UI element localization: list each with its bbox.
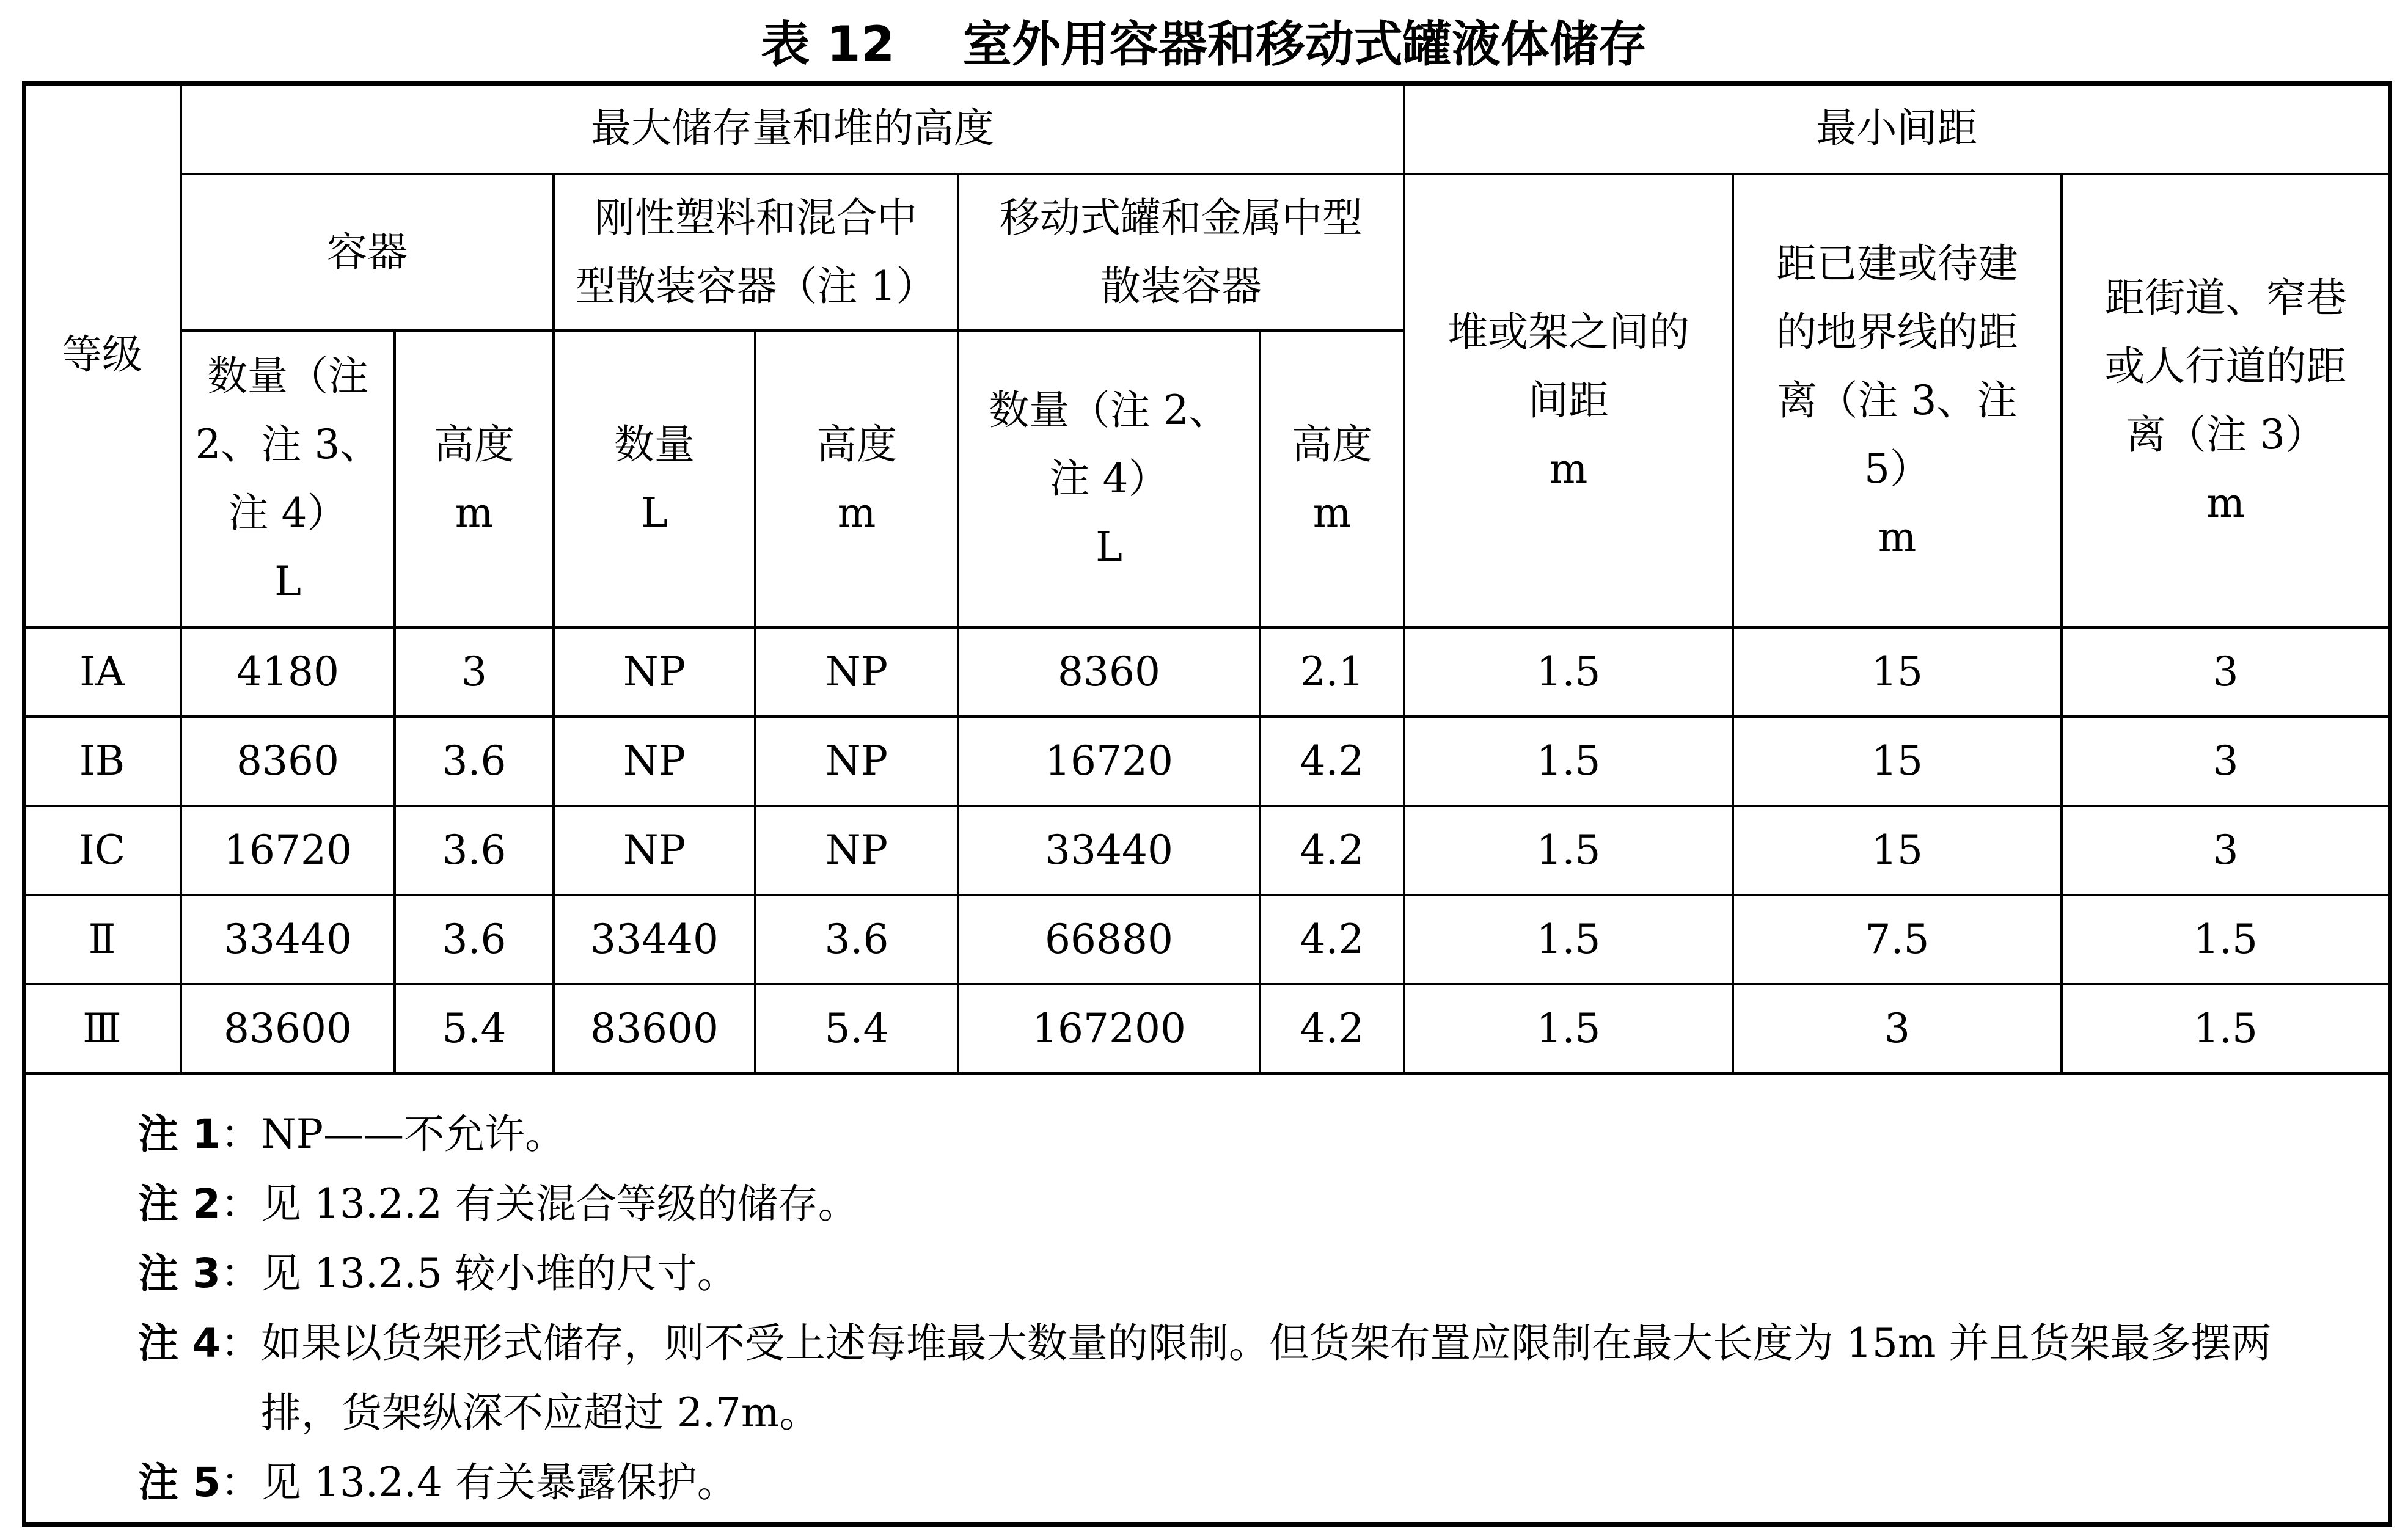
header-max-storage: 最大储存量和堆的高度 (181, 82, 1404, 174)
cell-value: NP (554, 806, 755, 895)
cell-value: 8360 (958, 627, 1260, 717)
cell-level: ⅠC (23, 806, 181, 895)
header-min-spacing: 最小间距 (1404, 82, 2390, 174)
cell-level: Ⅲ (23, 984, 181, 1073)
cell-value: 1.5 (1404, 627, 1733, 717)
cell-value: 15 (1733, 806, 2062, 895)
note-label: 注 5 (138, 1459, 221, 1506)
cell-value: 4.2 (1260, 717, 1404, 806)
cell-value: 33440 (554, 895, 755, 984)
cell-value: 16720 (181, 806, 395, 895)
cell-value: NP (755, 806, 958, 895)
cell-value: 2.1 (1260, 627, 1404, 717)
note-separator: ： (220, 1320, 261, 1367)
cell-level: ⅠB (23, 717, 181, 806)
cell-value: 66880 (958, 895, 1260, 984)
header-spacing-street: 距街道、窄巷 或人行道的距 离（注 3） m (2062, 174, 2390, 627)
note-separator: ： (220, 1250, 261, 1297)
cell-value: 167200 (958, 984, 1260, 1073)
cell-value: 83600 (554, 984, 755, 1073)
cell-value: 33440 (181, 895, 395, 984)
cell-value: 15 (1733, 627, 2062, 717)
header-height-containers: 高度 m (395, 331, 554, 627)
header-spacing-pile: 堆或架之间的 间距 m (1404, 174, 1733, 627)
cell-value: 4.2 (1260, 895, 1404, 984)
cell-value: 3 (2062, 627, 2390, 717)
cell-level: Ⅱ (23, 895, 181, 984)
table-outer-border (22, 81, 2392, 1527)
cell-value: 1.5 (1404, 806, 1733, 895)
cell-value: 33440 (958, 806, 1260, 895)
cell-value: NP (554, 717, 755, 806)
note-text: 见 13.2.5 较小堆的尺寸。 (260, 1250, 737, 1297)
cell-value: 16720 (958, 717, 1260, 806)
header-level: 等级 (23, 82, 181, 627)
note-label: 注 3 (138, 1250, 221, 1297)
header-portable-tank: 移动式罐和金属中型 散装容器 (958, 174, 1404, 331)
cell-value: 1.5 (1404, 984, 1733, 1073)
cell-value: 7.5 (1733, 895, 2062, 984)
note-text: 见 13.2.4 有关暴露保护。 (260, 1459, 737, 1506)
header-qty-rigid: 数量 L (554, 331, 755, 627)
cell-value: 3.6 (395, 717, 554, 806)
cell-value: 3 (1733, 984, 2062, 1073)
table-title: 表 12 室外用容器和移动式罐液体储存 (761, 16, 1647, 73)
cell-value: NP (755, 717, 958, 806)
header-qty-portable: 数量（注 2、 注 4） L (958, 331, 1260, 627)
cell-value: 1.5 (2062, 984, 2390, 1073)
cell-value: NP (554, 627, 755, 717)
cell-value: 3.6 (395, 806, 554, 895)
header-rigid-plastic: 刚性塑料和混合中 型散装容器（注 1） (554, 174, 958, 331)
note-label: 注 2 (138, 1180, 221, 1227)
cell-value: 5.4 (755, 984, 958, 1073)
cell-value: 3 (395, 627, 554, 717)
cell-value: 4.2 (1260, 806, 1404, 895)
cell-value: 83600 (181, 984, 395, 1073)
cell-value: 3 (2062, 806, 2390, 895)
cell-value: 5.4 (395, 984, 554, 1073)
cell-value: 8360 (181, 717, 395, 806)
cell-value: 1.5 (1404, 895, 1733, 984)
note-separator: ： (220, 1459, 261, 1506)
cell-value: 3.6 (395, 895, 554, 984)
cell-value: 15 (1733, 717, 2062, 806)
cell-value: 3.6 (755, 895, 958, 984)
note-label: 注 4 (138, 1320, 221, 1367)
note-label: 注 1 (138, 1111, 221, 1158)
note-separator: ： (220, 1180, 261, 1227)
cell-value: NP (755, 627, 958, 717)
header-height-rigid: 高度 m (755, 331, 958, 627)
note-text: 如果以货架形式储存，则不受上述每堆最大数量的限制。但货架布置应限制在最大长度为 15m 并且货架最多摆两排，货架纵深不应超过 2.7m。 (260, 1320, 2272, 1436)
cell-value: 1.5 (1404, 717, 1733, 806)
header-spacing-property: 距已建或待建 的地界线的距 离（注 3、注 5） m (1733, 174, 2062, 627)
note-separator: ： (220, 1111, 261, 1158)
cell-value: 4180 (181, 627, 395, 717)
header-qty-containers: 数量（注 2、注 3、 注 4） L (181, 331, 395, 627)
cell-value: 1.5 (2062, 895, 2390, 984)
note-text: 见 13.2.2 有关混合等级的储存。 (260, 1180, 858, 1227)
note-text: NP——不允许。 (260, 1111, 566, 1158)
header-containers: 容器 (181, 174, 554, 331)
cell-level: ⅠA (23, 627, 181, 717)
cell-value: 3 (2062, 717, 2390, 806)
header-height-portable: 高度 m (1260, 331, 1404, 627)
cell-value: 4.2 (1260, 984, 1404, 1073)
